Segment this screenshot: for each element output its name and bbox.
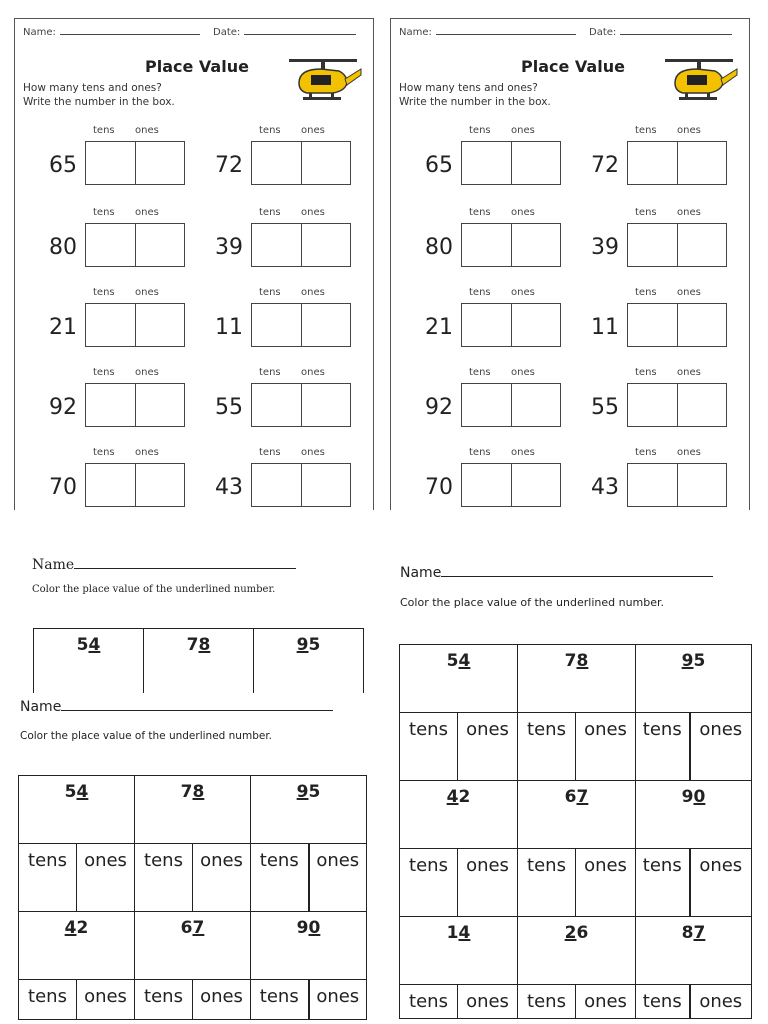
name-field: Name: — [399, 27, 576, 38]
name-field: Name — [400, 565, 713, 581]
number-cell: 54 — [19, 776, 135, 844]
answer-box[interactable] — [251, 141, 351, 185]
answer-box[interactable] — [251, 463, 351, 507]
number-cell: 95 — [251, 776, 367, 844]
tens-cell[interactable]: tens — [19, 980, 77, 1020]
ones-cell[interactable]: ones — [458, 985, 518, 1019]
place-value-table — [399, 644, 752, 1019]
tens-cell[interactable]: tens — [251, 844, 309, 912]
number-cell: 54 — [400, 645, 518, 713]
number-cell: 95 — [254, 629, 364, 693]
problem-box: tens ones 72 — [183, 121, 353, 201]
answer-box[interactable] — [627, 223, 727, 267]
problem-box: tens ones 11 — [183, 283, 353, 363]
instruction-text: Color the place value of the underlined number. — [20, 730, 273, 742]
tens-cell[interactable]: tens — [518, 713, 576, 781]
tens-cell[interactable]: tens — [636, 985, 690, 1019]
problem-box: tens ones 39 — [559, 203, 729, 283]
ones-cell[interactable]: ones — [576, 985, 636, 1019]
worksheet-left — [14, 18, 374, 510]
ones-cell[interactable]: ones — [576, 713, 636, 781]
answer-box[interactable] — [627, 141, 727, 185]
tens-cell[interactable]: tens — [135, 844, 193, 912]
tens-cell[interactable]: tens — [19, 844, 77, 912]
answer-box[interactable] — [85, 463, 185, 507]
problem-box: tens ones 55 — [559, 363, 729, 443]
answer-box[interactable] — [461, 141, 561, 185]
number-cell: 54 — [34, 629, 144, 693]
number-cell: 90 — [251, 912, 367, 980]
problem-box: tens ones 92 — [393, 363, 563, 443]
tens-cell[interactable]: tens — [135, 980, 193, 1020]
answer-box[interactable] — [627, 383, 727, 427]
tens-cell[interactable]: tens — [400, 713, 458, 781]
answer-box[interactable] — [251, 223, 351, 267]
ones-cell[interactable]: ones — [690, 713, 752, 781]
ones-cell[interactable]: ones — [458, 849, 518, 917]
place-value-table — [18, 775, 367, 1020]
answer-box[interactable] — [85, 223, 185, 267]
instruction-text: Color the place value of the underlined number. — [400, 596, 665, 609]
ones-cell[interactable]: ones — [309, 980, 367, 1020]
name-field: Name — [20, 699, 333, 715]
number-cell: 42 — [400, 781, 518, 849]
worksheet-instructions: How many tens and ones? Write the number in the box. — [23, 82, 175, 108]
worksheet-right — [390, 18, 750, 510]
number-cell: 87 — [636, 917, 752, 985]
problem-box: tens ones 70 — [17, 443, 187, 523]
answer-box[interactable] — [251, 383, 351, 427]
number-cell: 67 — [518, 781, 636, 849]
answer-box[interactable] — [85, 383, 185, 427]
answer-box[interactable] — [461, 463, 561, 507]
ones-cell[interactable]: ones — [309, 844, 367, 912]
tens-cell[interactable]: tens — [636, 713, 690, 781]
number-cell: 78 — [135, 776, 251, 844]
number-cell: 95 — [636, 645, 752, 713]
problem-box: tens ones 43 — [183, 443, 353, 523]
ones-cell[interactable]: ones — [193, 980, 251, 1020]
problem-box: tens ones 92 — [17, 363, 187, 443]
number-cell: 42 — [19, 912, 135, 980]
number-cell: 78 — [518, 645, 636, 713]
date-field: Date: — [213, 27, 356, 38]
problem-box: tens ones 65 — [393, 121, 563, 201]
helicopter-icon — [285, 53, 363, 105]
problem-box: tens ones 65 — [17, 121, 187, 201]
problem-box: tens ones 21 — [393, 283, 563, 363]
tens-cell[interactable]: tens — [518, 985, 576, 1019]
answer-box[interactable] — [85, 141, 185, 185]
answer-box[interactable] — [251, 303, 351, 347]
tens-cell[interactable]: tens — [636, 849, 690, 917]
problem-box: tens ones 80 — [17, 203, 187, 283]
worksheet-title: Place Value — [145, 57, 249, 76]
problem-box: tens ones 80 — [393, 203, 563, 283]
answer-box[interactable] — [627, 303, 727, 347]
tens-cell[interactable]: tens — [400, 985, 458, 1019]
tens-cell[interactable]: tens — [251, 980, 309, 1020]
ones-cell[interactable]: ones — [690, 985, 752, 1019]
worksheet-instructions: How many tens and ones? Write the number in the box. — [399, 82, 551, 108]
problem-box: tens ones 21 — [17, 283, 187, 363]
number-cell: 67 — [135, 912, 251, 980]
tens-cell[interactable]: tens — [400, 849, 458, 917]
ones-cell[interactable]: ones — [576, 849, 636, 917]
place-value-table — [33, 628, 364, 693]
ones-cell[interactable]: ones — [690, 849, 752, 917]
problem-box: tens ones 11 — [559, 283, 729, 363]
name-field: Name — [32, 557, 296, 573]
ones-cell[interactable]: ones — [458, 713, 518, 781]
name-field: Name: — [23, 27, 200, 38]
problem-box: tens ones 72 — [559, 121, 729, 201]
number-cell: 26 — [518, 917, 636, 985]
date-field: Date: — [589, 27, 732, 38]
answer-box[interactable] — [85, 303, 185, 347]
ones-cell[interactable]: ones — [193, 844, 251, 912]
answer-box[interactable] — [461, 303, 561, 347]
number-cell: 78 — [144, 629, 254, 693]
tens-cell[interactable]: tens — [518, 849, 576, 917]
problem-box: tens ones 55 — [183, 363, 353, 443]
answer-box[interactable] — [627, 463, 727, 507]
number-cell: 14 — [400, 917, 518, 985]
answer-box[interactable] — [461, 383, 561, 427]
ones-cell[interactable]: ones — [77, 980, 135, 1020]
instruction-text: Color the place value of the underlined number. — [32, 584, 276, 595]
answer-box[interactable] — [461, 223, 561, 267]
worksheet-title: Place Value — [521, 57, 625, 76]
problem-box: tens ones 43 — [559, 443, 729, 523]
problem-box: tens ones 39 — [183, 203, 353, 283]
number-cell: 90 — [636, 781, 752, 849]
helicopter-icon — [661, 53, 739, 105]
ones-cell[interactable]: ones — [77, 844, 135, 912]
problem-box: tens ones 70 — [393, 443, 563, 523]
